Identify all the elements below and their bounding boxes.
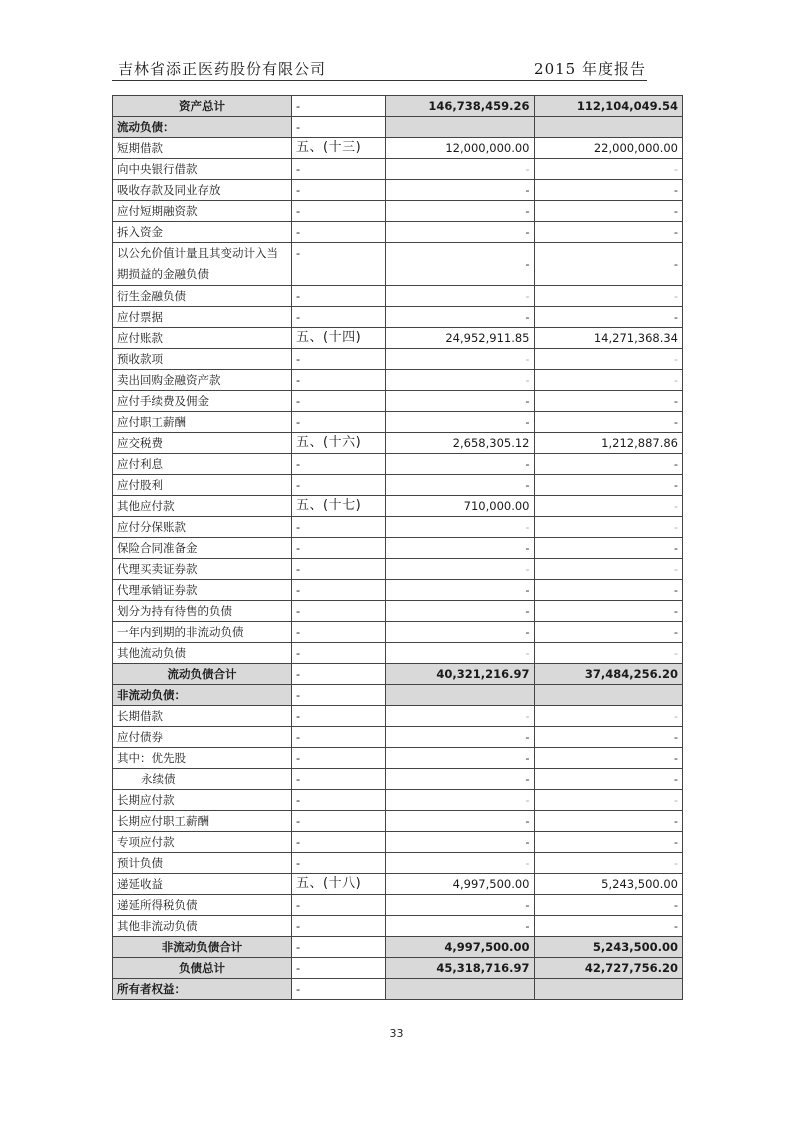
row-label: 递延收益 <box>113 874 292 895</box>
row-note: - <box>292 243 386 286</box>
table-row <box>113 622 683 643</box>
row-note: - <box>292 201 386 222</box>
current-amount: 2,658,305.12 <box>386 433 535 454</box>
row-note: - <box>292 475 386 496</box>
row-note: - <box>292 958 386 979</box>
row-note: - <box>292 832 386 853</box>
row-note: 五、(十八) <box>292 874 386 895</box>
table-row <box>113 328 683 349</box>
table-row <box>113 286 683 307</box>
table-row <box>113 580 683 601</box>
row-label: 专项应付款 <box>113 832 292 853</box>
row-note: - <box>292 222 386 243</box>
row-note: - <box>292 664 386 685</box>
row-label: 应付股利 <box>113 475 292 496</box>
row-label: 长期借款 <box>113 706 292 727</box>
company-name: 吉林省添正医药股份有限公司 <box>118 60 327 78</box>
prior-amount: - <box>534 286 683 307</box>
row-note: - <box>292 979 386 1000</box>
balance-sheet-body <box>113 96 683 1000</box>
row-label: 应付职工薪酬 <box>113 412 292 433</box>
prior-amount: - <box>534 769 683 790</box>
prior-amount: 5,243,500.00 <box>534 937 683 958</box>
prior-amount: - <box>534 496 683 517</box>
table-row <box>113 222 683 243</box>
row-label: 其他应付款 <box>113 496 292 517</box>
current-amount <box>386 685 535 706</box>
current-amount: - <box>386 601 535 622</box>
row-label: 流动负债： <box>113 117 292 138</box>
row-label: 拆入资金 <box>113 222 292 243</box>
current-amount: - <box>386 769 535 790</box>
current-amount: - <box>386 307 535 328</box>
prior-amount: - <box>534 853 683 874</box>
table-row <box>113 517 683 538</box>
report-title: 2015 年度报告 <box>534 60 646 78</box>
row-label: 短期借款 <box>113 138 292 159</box>
prior-amount: - <box>534 916 683 937</box>
table-row <box>113 979 683 1000</box>
prior-amount <box>534 685 683 706</box>
table-row <box>113 874 683 895</box>
prior-amount: 42,727,756.20 <box>534 958 683 979</box>
row-label: 其他非流动负债 <box>113 916 292 937</box>
row-note: - <box>292 180 386 201</box>
table-row <box>113 180 683 201</box>
current-amount: - <box>386 895 535 916</box>
row-label: 其中：优先股 <box>113 748 292 769</box>
prior-amount: - <box>534 622 683 643</box>
row-note: 五、(十三) <box>292 138 386 159</box>
table-row <box>113 391 683 412</box>
current-amount: - <box>386 853 535 874</box>
prior-amount: - <box>534 454 683 475</box>
row-note: - <box>292 643 386 664</box>
row-note: - <box>292 727 386 748</box>
row-label: 所有者权益： <box>113 979 292 1000</box>
table-row <box>113 748 683 769</box>
row-note: - <box>292 559 386 580</box>
row-label: 以公允价值计量且其变动计入当期损益的金融负债 <box>113 243 292 286</box>
prior-amount: - <box>534 307 683 328</box>
prior-amount: - <box>534 580 683 601</box>
row-note: - <box>292 853 386 874</box>
prior-amount: 112,104,049.54 <box>534 96 683 117</box>
row-label: 代理买卖证券款 <box>113 559 292 580</box>
table-row <box>113 832 683 853</box>
current-amount: - <box>386 349 535 370</box>
current-amount: - <box>386 706 535 727</box>
table-row <box>113 916 683 937</box>
table-row <box>113 937 683 958</box>
current-amount <box>386 979 535 1000</box>
current-amount: - <box>386 622 535 643</box>
current-amount: 4,997,500.00 <box>386 937 535 958</box>
row-note: - <box>292 370 386 391</box>
table-row <box>113 727 683 748</box>
current-amount: 4,997,500.00 <box>386 874 535 895</box>
row-label: 保险合同准备金 <box>113 538 292 559</box>
table-row <box>113 243 683 286</box>
table-row <box>113 769 683 790</box>
prior-amount: - <box>534 748 683 769</box>
prior-amount: - <box>534 159 683 180</box>
row-note: - <box>292 580 386 601</box>
prior-amount: - <box>534 811 683 832</box>
current-amount: - <box>386 286 535 307</box>
row-label: 衍生金融负债 <box>113 286 292 307</box>
table-row <box>113 96 683 117</box>
row-label: 应付债券 <box>113 727 292 748</box>
row-label: 非流动负债合计 <box>113 937 292 958</box>
row-note: - <box>292 706 386 727</box>
table-row <box>113 138 683 159</box>
row-label: 应付分保账款 <box>113 517 292 538</box>
row-label: 预收款项 <box>113 349 292 370</box>
table-row <box>113 159 683 180</box>
table-row <box>113 433 683 454</box>
table-row <box>113 853 683 874</box>
prior-amount: - <box>534 370 683 391</box>
row-note: - <box>292 811 386 832</box>
current-amount: - <box>386 180 535 201</box>
prior-amount: - <box>534 643 683 664</box>
row-label: 应付票据 <box>113 307 292 328</box>
table-row <box>113 307 683 328</box>
table-row <box>113 811 683 832</box>
row-note: - <box>292 517 386 538</box>
current-amount: 146,738,459.26 <box>386 96 535 117</box>
row-note: - <box>292 412 386 433</box>
prior-amount: - <box>534 538 683 559</box>
row-note: - <box>292 685 386 706</box>
current-amount: - <box>386 832 535 853</box>
prior-amount <box>534 979 683 1000</box>
current-amount: - <box>386 727 535 748</box>
row-note: - <box>292 159 386 180</box>
prior-amount: - <box>534 201 683 222</box>
prior-amount: 5,243,500.00 <box>534 874 683 895</box>
table-row <box>113 201 683 222</box>
row-label: 应交税费 <box>113 433 292 454</box>
table-row <box>113 895 683 916</box>
prior-amount: - <box>534 790 683 811</box>
current-amount: 45,318,716.97 <box>386 958 535 979</box>
row-note: - <box>292 96 386 117</box>
current-amount: - <box>386 790 535 811</box>
row-label: 应付手续费及佣金 <box>113 391 292 412</box>
prior-amount: - <box>534 706 683 727</box>
prior-amount: - <box>534 727 683 748</box>
current-amount: 710,000.00 <box>386 496 535 517</box>
table-row <box>113 538 683 559</box>
row-label: 向中央银行借款 <box>113 159 292 180</box>
current-amount: - <box>386 243 535 286</box>
current-amount: - <box>386 643 535 664</box>
row-note: - <box>292 391 386 412</box>
row-label: 长期应付职工薪酬 <box>113 811 292 832</box>
table-row <box>113 664 683 685</box>
prior-amount: - <box>534 243 683 286</box>
row-label: 吸收存款及同业存放 <box>113 180 292 201</box>
table-row <box>113 601 683 622</box>
row-note: - <box>292 769 386 790</box>
row-note: - <box>292 601 386 622</box>
row-label: 预计负债 <box>113 853 292 874</box>
table-row <box>113 349 683 370</box>
row-label: 永续债 <box>113 769 292 790</box>
table-row <box>113 685 683 706</box>
row-label: 流动负债合计 <box>113 664 292 685</box>
row-note: - <box>292 538 386 559</box>
balance-sheet-table <box>112 95 683 1000</box>
prior-amount: 1,212,887.86 <box>534 433 683 454</box>
row-label: 应付短期融资款 <box>113 201 292 222</box>
table-row <box>113 496 683 517</box>
current-amount: - <box>386 412 535 433</box>
row-label: 一年内到期的非流动负债 <box>113 622 292 643</box>
current-amount: - <box>386 538 535 559</box>
table-row <box>113 790 683 811</box>
table-row <box>113 454 683 475</box>
prior-amount: - <box>534 180 683 201</box>
current-amount: - <box>386 475 535 496</box>
prior-amount: - <box>534 832 683 853</box>
prior-amount: - <box>534 391 683 412</box>
row-note: - <box>292 748 386 769</box>
current-amount: 24,952,911.85 <box>386 328 535 349</box>
page-number: 33 <box>389 1027 404 1040</box>
current-amount: - <box>386 811 535 832</box>
header-rule <box>112 80 647 81</box>
row-label: 资产总计 <box>113 96 292 117</box>
row-note: - <box>292 790 386 811</box>
prior-amount: - <box>534 601 683 622</box>
row-note: - <box>292 622 386 643</box>
current-amount: - <box>386 159 535 180</box>
row-note: - <box>292 937 386 958</box>
prior-amount: - <box>534 222 683 243</box>
row-note: 五、(十六) <box>292 433 386 454</box>
prior-amount: - <box>534 895 683 916</box>
prior-amount <box>534 117 683 138</box>
table-row <box>113 117 683 138</box>
prior-amount: - <box>534 559 683 580</box>
current-amount: - <box>386 580 535 601</box>
current-amount: - <box>386 222 535 243</box>
row-note: - <box>292 454 386 475</box>
row-note: - <box>292 916 386 937</box>
row-label: 划分为持有待售的负债 <box>113 601 292 622</box>
current-amount <box>386 117 535 138</box>
current-amount: - <box>386 391 535 412</box>
row-note: 五、(十四) <box>292 328 386 349</box>
prior-amount: - <box>534 517 683 538</box>
current-amount: - <box>386 748 535 769</box>
current-amount: - <box>386 916 535 937</box>
row-note: - <box>292 307 386 328</box>
row-label: 非流动负债： <box>113 685 292 706</box>
prior-amount: - <box>534 349 683 370</box>
table-row <box>113 370 683 391</box>
table-row <box>113 643 683 664</box>
current-amount: - <box>386 454 535 475</box>
current-amount: - <box>386 370 535 391</box>
table-row <box>113 958 683 979</box>
table-row <box>113 559 683 580</box>
current-amount: - <box>386 517 535 538</box>
current-amount: 40,321,216.97 <box>386 664 535 685</box>
current-amount: 12,000,000.00 <box>386 138 535 159</box>
row-label: 卖出回购金融资产款 <box>113 370 292 391</box>
table-row <box>113 475 683 496</box>
row-label: 其他流动负债 <box>113 643 292 664</box>
prior-amount: 14,271,368.34 <box>534 328 683 349</box>
row-label: 递延所得税负债 <box>113 895 292 916</box>
prior-amount: - <box>534 412 683 433</box>
row-label: 代理承销证券款 <box>113 580 292 601</box>
row-note: - <box>292 286 386 307</box>
row-note: - <box>292 895 386 916</box>
current-amount: - <box>386 559 535 580</box>
row-label: 长期应付款 <box>113 790 292 811</box>
row-label: 应付利息 <box>113 454 292 475</box>
prior-amount: - <box>534 475 683 496</box>
prior-amount: 22,000,000.00 <box>534 138 683 159</box>
row-label: 应付账款 <box>113 328 292 349</box>
table-row <box>113 706 683 727</box>
prior-amount: 37,484,256.20 <box>534 664 683 685</box>
row-note: 五、(十七) <box>292 496 386 517</box>
row-note: - <box>292 117 386 138</box>
table-row <box>113 412 683 433</box>
current-amount: - <box>386 201 535 222</box>
row-note: - <box>292 349 386 370</box>
row-label: 负债总计 <box>113 958 292 979</box>
